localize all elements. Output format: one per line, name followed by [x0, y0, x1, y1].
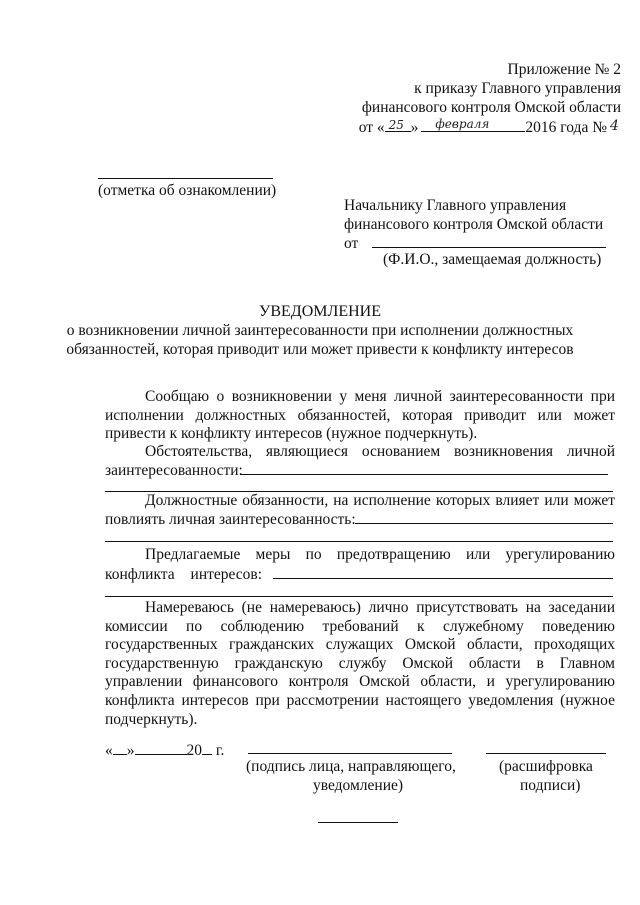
acquaintance-line [98, 178, 273, 179]
p4-fill-line-1 [273, 578, 613, 579]
signature-line [248, 753, 452, 754]
year-text: 2016 года № [525, 119, 607, 136]
p1-line: исполнении должностных обязанностей, которая приводит или может [105, 406, 615, 424]
p4-fill-line-2 [105, 596, 613, 597]
appendix-line-3: финансового контроля Омской области [361, 99, 621, 116]
addressee-fio-line [372, 247, 606, 248]
p5-line: Намереваюсь (не намереваюсь) лично присутствовать на заседании [145, 599, 615, 616]
decode-caption-1: (расшифровка [499, 758, 593, 775]
p3-label: повлиять личная заинтересованность: [105, 511, 356, 528]
p4-label: конфликта интересов: [105, 566, 263, 583]
p5-line: государственных гражданских служащих Омской области, проходящих [105, 636, 615, 654]
day-handwritten: 25 [388, 118, 404, 132]
p2-label: заинтересованности: [105, 462, 243, 479]
number-field [609, 118, 621, 132]
p3-fill-line-2 [105, 541, 613, 542]
appendix-line-2: к приказу Главного управления [414, 80, 621, 97]
day-field [385, 117, 411, 132]
date-year-suffix: г. [215, 742, 225, 759]
date-prefix: от « [358, 119, 385, 136]
p1-line: Сообщаю о возникновении у меня личной заинтересованности при [145, 388, 615, 405]
p5-line: подчеркнуть). [105, 710, 198, 728]
p2-line: Обстоятельства, являющиеся основанием возникновения личной [145, 443, 615, 460]
document-subtitle-1: о возникновении личной заинтересованности при исполнении должностных [66, 322, 574, 339]
date-open-quote: « [105, 742, 113, 759]
document-subtitle-2: обязанностей, которая приводит или может привести к конфликту интересов [66, 341, 574, 358]
addressee-line-1: Начальнику Главного управления [344, 197, 567, 214]
paragraph-2 [105, 443, 615, 462]
paragraph-1 [105, 388, 615, 444]
date-mid: » [410, 119, 419, 136]
appendix-date-line [359, 117, 621, 137]
closing-divider [318, 822, 398, 823]
date-day-field [113, 740, 127, 755]
month-field [421, 117, 525, 132]
document-title: УВЕДОМЛЕНИЕ [259, 303, 381, 320]
p5-line: комиссии по соблюдению требований к служебному поведению [105, 617, 615, 635]
paragraph-3 [105, 492, 615, 511]
signature-caption-2: уведомление) [313, 777, 404, 794]
p4-line: Предлагаемые меры по предотвращению или урегулированию [145, 546, 615, 563]
p5-line: конфликта интересов при рассмотрении настоящего уведомления (нужное [105, 691, 615, 709]
signature-caption-1: (подпись лица, направляющего, [246, 758, 456, 775]
p1-line: привести к конфликту интересов (нужное подчеркнуть). [105, 425, 478, 443]
month-handwritten: февраля [435, 117, 490, 131]
p5-line: государственную гражданскую службу Омской области в Главном [105, 654, 615, 672]
date-close-quote: » [126, 742, 135, 759]
paragraph-5 [105, 599, 615, 729]
addressee-from-label: от [344, 235, 359, 252]
date-month-field [135, 740, 187, 755]
acquaintance-mark: (отметка об ознакомлении) [98, 182, 277, 199]
date-year-field [202, 740, 212, 755]
addressee-line-2: финансового контроля Омской области [344, 216, 604, 233]
number-handwritten: 4 [610, 118, 619, 134]
addressee-fio-caption: (Ф.И.О., замещаемая должность) [383, 251, 602, 268]
date-year: 20 [186, 742, 202, 759]
decode-line [486, 753, 606, 754]
decode-caption-2: подписи) [520, 777, 581, 794]
paragraph-4 [105, 546, 615, 565]
p3-fill-line-1 [355, 523, 613, 524]
appendix-line-1: Приложение № 2 [507, 61, 621, 78]
p3-line: Должностные обязанности, на исполнение которых влияет или может [145, 492, 615, 509]
p2-fill-line-1 [240, 474, 608, 475]
p5-line: управлении финансового контроля Омской области, и урегулированию [105, 673, 615, 691]
signature-date [105, 740, 224, 760]
